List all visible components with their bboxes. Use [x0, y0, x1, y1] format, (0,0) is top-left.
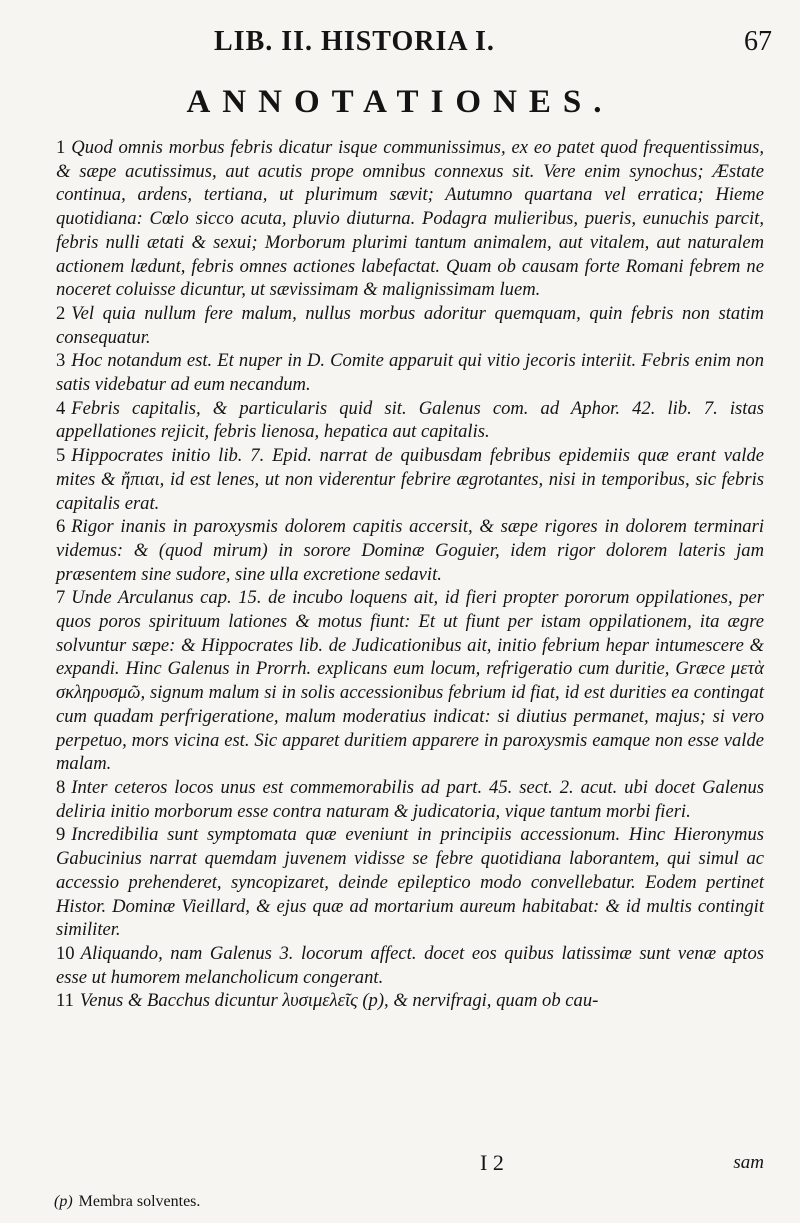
catchline	[0, 1150, 764, 1176]
annotation-text: Unde Arculanus cap. 15. de incubo loquens ait, id fieri propter pororum oppilationes, per quos poros spirituum lationes & motus fiunt: Et ut fiunt per istam oppilationem, ita ægre solvuntur sæpe: & Hippocrates lib. de Judicationibus ait, initio febrium hepar intumescere & expandi. Hinc Galenus in Prorrh. explicans eum locum, refrigeratio cum duritie, Græce μετὰ σκληρυσμῶ, signum malum si in solis accessionibus febrium id fiat, id est durities ea contingat cum quadam perfrigeratione, malum moderatius indicat: si diutius permanet, majus; si vero perpetuo, mors vicina est. Sic apparet duritiem apparere in paroxysmis eamque non esse valde malam.	[56, 587, 764, 775]
page-header	[0, 22, 800, 58]
annotation-text: Vel quia nullum fere malum, nullus morbus adoritur quemquam, quin febris non statim consequatur.	[56, 302, 764, 348]
annotation-text: Rigor inanis in paroxysmis dolorem capitis accersit, & sæpe rigores in dolorem terminari videmus: & (quod mirum) in sorore Dominæ Goguier, idem rigor dolorem lateris jam præsentem sine sudore, sine ulla excretione sedavit.	[56, 516, 764, 585]
annotation-text: Aliquando, nam Galenus 3. locorum affect. docet eos quibus latissimæ sunt venæ aptos esse ut humorem melancholicum congerant.	[56, 942, 764, 988]
catchword: sam	[733, 1152, 764, 1173]
annotation-3	[56, 349, 764, 396]
annotation-4	[56, 397, 764, 444]
footnote	[54, 1193, 200, 1211]
annotation-number: 8	[56, 776, 66, 798]
annotation-text: Inter ceteros locos unus est commemorabilis ad part. 45. sect. 2. acut. ubi docet Galenus deliria initio morborum esse contra naturam & judicatoria, vique tantum morbi fieri.	[56, 776, 764, 822]
annotation-number: 1	[56, 137, 66, 158]
section-title: ANNOTATIONES.	[186, 84, 614, 120]
annotation-6	[56, 515, 764, 586]
annotation-number: 4	[56, 397, 66, 419]
footnote-mark: (p)	[54, 1193, 73, 1210]
annotation-text: Incredibilia sunt symptomata quæ eveniunt in principiis accessionum. Hinc Hieronymus Gabucinius narrat quemdam juvenem vidisse se febre quotidiana laborantem, qui simul ac accessio prehenderet, syncopizaret, deinde epileptico modo convellebatur. Eodem pertinet Histor. Dominæ Vieillard, & ejus quæ ad mortarium aureum habitabat: & id multis contingit similiter.	[56, 824, 764, 941]
annotation-number: 5	[56, 445, 66, 467]
annotations-body	[56, 136, 764, 1013]
annotation-number: 6	[56, 516, 66, 538]
annotation-text: Venus & Bacchus dicuntur λυσιμελεῖς (p), & nervifragi, quam ob cau-	[79, 990, 599, 1012]
running-title: LIB. II. HISTORIA I.	[214, 26, 495, 57]
annotation-11	[56, 989, 764, 1013]
signature-mark: I 2	[480, 1150, 504, 1175]
annotation-8	[56, 776, 764, 823]
annotation-number: 2	[56, 302, 66, 324]
annotation-text: Quod omnis morbus febris dicatur isque communissimus, ex eo patet quod frequentissimus, & sæpe acutissimus, aut acutis prope omnibus connexus sit. Vere enim synochus; Æstate continua, ardens, tertiana, ut plurimum sævit; Autumno quartana vel erratica; Hieme quotidiana: Cœlo sicco acuta, pluvio diuturna. Podagra mulieribus, pueris, eunuchis parcit, febris nulli ætati & sexui; Morborum plurimi tantum animalem, aut vitalem, aut naturalem actionem lædunt, febris omnes actiones labefactat. Quam ob causam forte Romani febrem ne noceret coluisse dicuntur, ut sævissimam & malignissimam luem.	[56, 137, 764, 301]
annotation-number: 10	[56, 942, 75, 964]
annotation-text: Hippocrates initio lib. 7. Epid. narrat de quibusdam febribus epidemiis quæ erant valde mites & ἤπιαι, id est lenes, ut non viderentur febrire ægrotantes, nisi in temporibus, sic febris capitalis erat.	[56, 445, 764, 514]
annotation-number: 9	[56, 824, 66, 846]
annotation-number: 7	[56, 587, 66, 609]
annotation-number: 3	[56, 350, 66, 372]
annotation-7	[56, 586, 764, 776]
annotation-10	[56, 942, 764, 989]
footnote-text: Membra solventes.	[78, 1193, 201, 1210]
page-number: 67	[744, 26, 772, 57]
annotation-text: Febris capitalis, & particularis quid sit. Galenus com. ad Aphor. 42. lib. 7. istas appellationes rejicit, febris lienosa, hepatica aut capitalis.	[56, 397, 764, 443]
annotation-number: 11	[56, 990, 74, 1012]
annotation-9	[56, 823, 764, 942]
annotation-5	[56, 444, 764, 515]
annotation-1	[56, 136, 764, 302]
annotation-2	[56, 302, 764, 349]
annotation-text: Hoc notandum est. Et nuper in D. Comite apparuit qui vitio jecoris interiit. Febris enim non satis videbatur ad eum necandum.	[56, 350, 764, 396]
